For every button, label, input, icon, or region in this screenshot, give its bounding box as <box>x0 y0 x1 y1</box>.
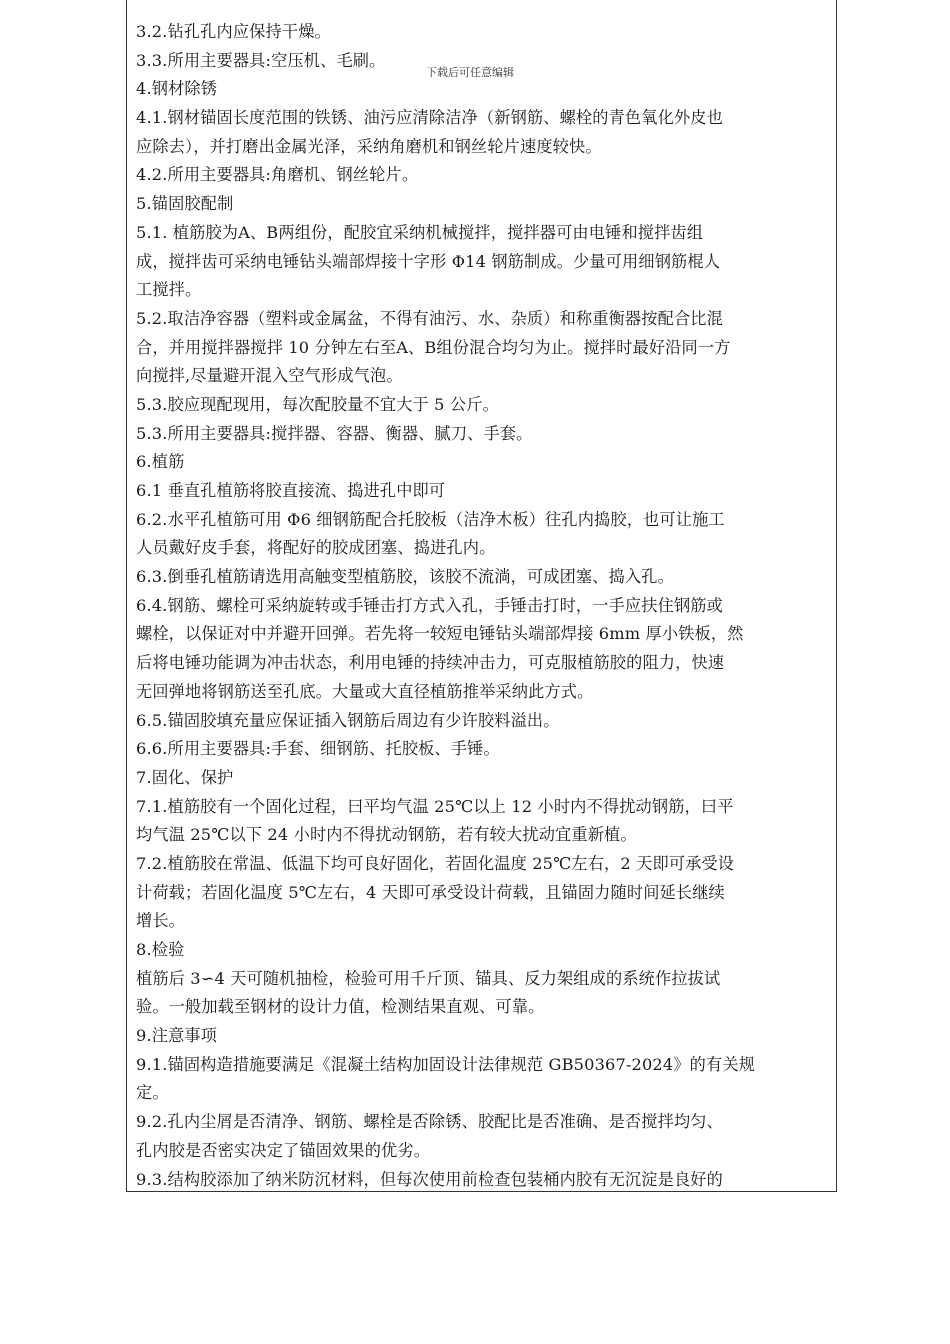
text-line: 6.2.水平孔植筋可用 Φ6 细钢筋配合托胶板（洁净木板）往孔内捣胶，也可让施工 <box>136 509 725 529</box>
text-line: 植筋后 3∽4 天可随机抽检，检验可用千斤顶、锚具、反力架组成的系统作拉拔试 <box>136 968 721 988</box>
text-line: 人员戴好皮手套，将配好的胶成团塞、捣进孔内。 <box>136 538 496 558</box>
text-line: 验。一般加载至钢材的设计力值，检测结果直观、可靠。 <box>136 997 545 1017</box>
text-line: 4.2.所用主要器具:角磨机、钢丝轮片。 <box>136 165 419 185</box>
text-line: 均气温 25℃以下 24 小时内不得扰动钢筋，若有较大扰动宜重新植。 <box>136 825 637 845</box>
text-line: 8.检验 <box>136 940 185 959</box>
text-line: 6.6.所用主要器具:手套、细钢筋、托胶板、手锤。 <box>136 739 500 759</box>
text-line: 计荷载；若固化温度 5℃左右，4 天即可承受设计荷载，且锚固力随时间延长继续 <box>136 882 725 902</box>
text-line: 5.3.所用主要器具:搅拌器、容器、衡器、腻刀、手套。 <box>136 423 533 443</box>
text-line: 7.固化、保护 <box>136 767 234 787</box>
text-line: 3.3.所用主要器具:空压机、毛刷。 <box>136 50 386 70</box>
text-line: 5.3.胶应现配现用，每次配胶量不宜大于 5 公斤。 <box>136 394 499 414</box>
document-frame <box>126 0 837 1192</box>
text-line: 9.1.锚固构造措施要满足《混凝土结构加固设计法律规范 GB50367-2024》的有关规 <box>136 1054 756 1074</box>
text-line: 螺栓，以保证对中并避开回弹。若先将一较短电锤钻头端部焊接 6mm 厚小铁板，然 <box>136 624 744 644</box>
text-line: 6.植筋 <box>136 452 185 472</box>
text-line: 5.1. 植筋胶为A、B两组份，配胶宜采纳机械搅拌，搅拌器可由电锤和搅拌齿组 <box>136 222 704 242</box>
text-line: 6.1 垂直孔植筋将胶直接流、捣进孔中即可 <box>136 481 446 500</box>
text-line: 工搅拌。 <box>136 280 202 300</box>
text-line: 7.1.植筋胶有一个固化过程，曰平均气温 25℃以上 12 小时内不得扰动钢筋，曰平 <box>136 796 734 816</box>
watermark-text: 下载后可任意编辑 <box>426 66 514 79</box>
document-body <box>136 18 836 1192</box>
text-line: 5.2.取洁净容器（塑料或金属盆，不得有油污、水、杂质）和称重衡器按配合比混 <box>136 308 723 328</box>
text-line: 6.5.锚固胶填充量应保证插入钢筋后周边有少许胶料溢出。 <box>136 710 560 730</box>
text-line: 4.1.钢材锚固长度范围的铁锈、油污应清除洁净（新钢筋、螺栓的青色氧化外皮也 <box>136 108 723 128</box>
text-line: 9.注意事项 <box>136 1026 218 1046</box>
text-line: 6.4.钢筋、螺栓可采纳旋转或手锤击打方式入孔，手锤击打时，一手应扶住钢筋或 <box>136 595 723 615</box>
text-line: 后将电锤功能调为冲击状态，利用电锤的持续冲击力，可克服植筋胶的阻力，快速 <box>136 653 725 673</box>
text-line: 孔内胶是否密实决定了锚固效果的优劣。 <box>136 1140 431 1160</box>
text-line: 6.3.倒垂孔植筋请选用高触变型植筋胶，该胶不流淌，可成团塞、捣入孔。 <box>136 567 674 587</box>
text-line: 增长。 <box>136 911 186 931</box>
text-line: 4.钢材除锈 <box>136 79 218 99</box>
text-line: 9.2.孔内尘屑是否清净、钢筋、螺栓是否除锈、胶配比是否准确、是否搅拌均匀、 <box>136 1112 723 1132</box>
text-line: 向搅拌,尽量避开混入空气形成气泡。 <box>136 366 403 386</box>
text-line: 成，搅拌齿可采纳电锤钻头端部焊接十字形 Φ14 钢筋制成。少量可用细钢筋棍人 <box>136 251 721 271</box>
text-line: 合，并用搅拌器搅拌 10 分钟左右至A、B组份混合均匀为止。搅拌时最好沿同一方 <box>136 337 731 357</box>
text-line: 7.2.植筋胶在常温、低温下均可良好固化，若固化温度 25℃左右，2 天即可承受设 <box>136 853 735 873</box>
text-line: 定。 <box>136 1083 169 1103</box>
text-line: 应除去），并打磨出金属光泽，采纳角磨机和钢丝轮片速度较快。 <box>136 136 602 156</box>
text-line: 3.2.钻孔孔内应保持干燥。 <box>136 22 331 41</box>
text-line: 9.3.结构胶添加了纳米防沉材料，但每次使用前检查包装桶内胶有无沉淀是良好的 <box>136 1169 723 1189</box>
text-line: 无回弹地将钢筋送至孔底。大量或大直径植筋推举采纳此方式。 <box>136 681 594 701</box>
text-line: 5.锚固胶配制 <box>136 194 234 214</box>
